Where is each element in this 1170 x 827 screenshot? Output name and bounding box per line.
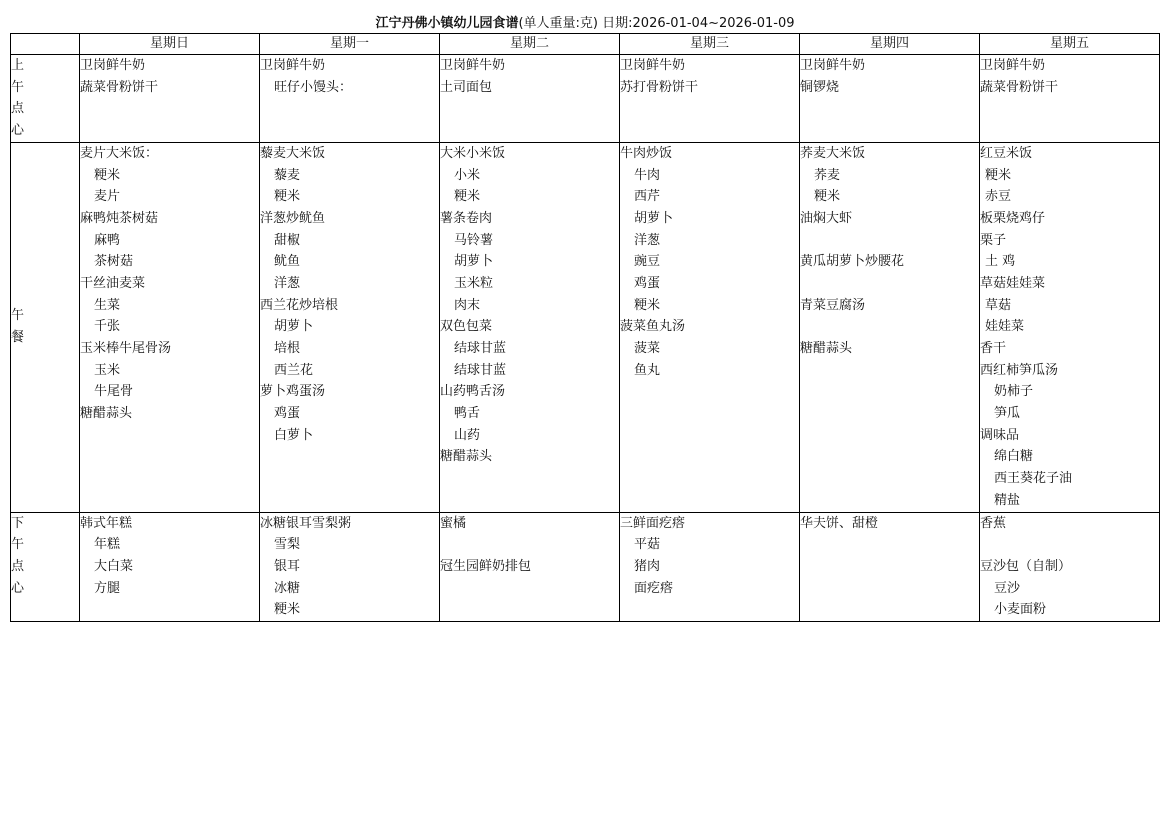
menu-cell [260, 512, 440, 621]
menu-item: 肉末 [454, 297, 481, 313]
meal-label-char: 午 [11, 537, 25, 553]
menu-item: 荞麦 [814, 167, 841, 183]
day-header: 星期三 [620, 34, 800, 55]
meal-label-char: 点 [11, 101, 25, 117]
menu-item: 华夫饼、甜橙 [800, 515, 879, 531]
menu-item: 卫岗鲜牛奶 [800, 58, 866, 73]
menu-cell [260, 55, 440, 143]
menu-item: 土 鸡 [985, 254, 1016, 270]
menu-item: 面疙瘩 [634, 580, 674, 596]
meal-label-char: 点 [11, 558, 25, 574]
menu-item: 奶柿子 [994, 384, 1034, 400]
menu-item: 粳米 [274, 189, 301, 205]
menu-cell [620, 142, 800, 512]
menu-item: 洋葱炒鱿鱼 [260, 210, 326, 226]
meal-label-char: 午 [11, 308, 25, 324]
menu-item: 笋瓜 [994, 406, 1021, 422]
menu-item: 红豆米饭 [980, 145, 1033, 161]
menu-item: 牛肉 [634, 167, 661, 183]
menu-item: 菠菜 [634, 341, 661, 356]
menu-cell [800, 55, 980, 143]
menu-item: 大白菜 [94, 558, 134, 574]
corner-cell [11, 34, 80, 55]
menu-item: 牛尾骨 [94, 384, 134, 400]
menu-item: 藜麦 [274, 167, 301, 183]
menu-item: 粳米 [814, 189, 841, 205]
menu-item: 卫岗鲜牛奶 [260, 58, 326, 73]
menu-item: 调味品 [980, 427, 1020, 443]
menu-item: 千张 [94, 319, 121, 335]
menu-item: 牛肉炒饭 [620, 145, 673, 161]
menu-item: 精盐 [994, 492, 1021, 508]
menu-item: 粳米 [454, 189, 481, 205]
menu-item: 冰糖银耳雪梨粥 [260, 515, 352, 531]
menu-item: 鸡蛋 [634, 275, 661, 291]
day-header: 星期五 [980, 34, 1160, 55]
menu-item: 糖醋蒜头 [800, 341, 853, 356]
menu-table [10, 33, 1160, 622]
menu-item: 黄瓜胡萝卜炒腰花 [800, 254, 905, 270]
menu-item: 卫岗鲜牛奶 [620, 58, 686, 73]
menu-item: 豌豆 [634, 254, 661, 270]
menu-item: 娃娃菜 [985, 319, 1025, 335]
menu-cell [260, 142, 440, 512]
meal-label-char: 心 [11, 123, 25, 139]
lunch-row [11, 142, 1160, 512]
menu-cell [800, 142, 980, 512]
menu-item: 平菇 [634, 537, 661, 553]
day-header: 星期二 [440, 34, 620, 55]
menu-item: 猪肉 [634, 558, 661, 574]
menu-item: 萝卜鸡蛋汤 [260, 384, 326, 400]
menu-item: 西芹 [634, 189, 661, 205]
menu-item: 草菇娃娃菜 [980, 275, 1046, 291]
menu-item: 蜜橘 [440, 515, 467, 531]
menu-cell [440, 512, 620, 621]
menu-item: 玉米棒牛尾骨汤 [80, 341, 172, 356]
menu-item [800, 230, 979, 252]
menu-item: 结球甘蓝 [454, 362, 507, 378]
menu-item: 银耳 [274, 558, 301, 574]
menu-item: 卫岗鲜牛奶 [80, 58, 146, 73]
menu-item: 山药 [454, 427, 481, 443]
day-header: 星期一 [260, 34, 440, 55]
menu-item: 洋葱 [634, 232, 661, 248]
day-header: 星期日 [80, 34, 260, 55]
menu-item: 玉米 [94, 362, 121, 378]
menu-cell [980, 142, 1160, 512]
menu-cell [80, 55, 260, 143]
meal-label-char: 上 [11, 58, 25, 73]
menu-item: 薯条卷肉 [440, 210, 493, 226]
menu-cell [620, 512, 800, 621]
menu-item: 小麦面粉 [994, 602, 1047, 618]
menu-item: 结球甘蓝 [454, 341, 507, 356]
menu-item: 粳米 [634, 297, 661, 313]
menu-item: 胡萝卜 [274, 319, 314, 335]
page-title [0, 15, 1170, 33]
menu-item: 鸭舌 [454, 406, 481, 422]
menu-item: 西兰花炒培根 [260, 297, 339, 313]
menu-item: 麻鸭 [94, 232, 121, 248]
menu-item: 草菇 [985, 297, 1012, 313]
menu-item: 荞麦大米饭 [800, 145, 866, 161]
menu-item: 马铃薯 [454, 232, 494, 248]
menu-item: 洋葱 [274, 275, 301, 291]
menu-item: 麻鸭炖茶树菇 [80, 210, 159, 226]
menu-cell [80, 512, 260, 621]
menu-cell [620, 55, 800, 143]
meal-label-char: 餐 [11, 330, 25, 346]
menu-item: 蔬菜骨粉饼干 [80, 79, 159, 95]
menu-item: 西红柿笋瓜汤 [980, 362, 1059, 378]
menu-item: 年糕 [94, 537, 121, 553]
unit-note: (单人重量:克) [518, 16, 599, 31]
menu-item: 甜椒 [274, 232, 301, 248]
menu-item: 菠菜鱼丸汤 [620, 319, 686, 335]
meal-label-char: 下 [11, 515, 25, 531]
date-range: 日期:2026-01-04~2026-01-09 [602, 16, 795, 31]
menu-item: 粳米 [274, 602, 301, 618]
menu-cell [440, 142, 620, 512]
menu-item: 卫岗鲜牛奶 [440, 58, 506, 73]
menu-item: 山药鸭舌汤 [440, 384, 506, 400]
day-header: 星期四 [800, 34, 980, 55]
menu-item: 豆沙 [994, 580, 1021, 596]
menu-cell [800, 512, 980, 621]
menu-item: 土司面包 [440, 79, 493, 95]
menu-item: 藜麦大米饭 [260, 145, 326, 161]
menu-item: 雪梨 [274, 537, 301, 553]
menu-item: 胡萝卜 [454, 254, 494, 270]
afternoon-snack-row [11, 512, 1160, 621]
menu-item: 铜锣烧 [800, 79, 840, 95]
menu-item: 麦片大米饭： [80, 145, 159, 161]
menu-item: 糖醋蒜头 [80, 406, 133, 422]
menu-item: 苏打骨粉饼干 [620, 79, 699, 95]
menu-item: 油焖大虾 [800, 210, 853, 226]
menu-item: 冰糖 [274, 580, 301, 596]
menu-item: 生菜 [94, 297, 121, 313]
menu-item: 鸡蛋 [274, 406, 301, 422]
menu-item: 白萝卜 [274, 427, 314, 443]
header-row [11, 34, 1160, 55]
menu-item: 旺仔小馒头： [274, 79, 353, 95]
menu-item: 板栗烧鸡仔 [980, 210, 1046, 226]
menu-cell [80, 142, 260, 512]
menu-item: 西兰花 [274, 362, 314, 378]
menu-item: 三鲜面疙瘩 [620, 515, 686, 531]
menu-item [440, 534, 619, 556]
meal-label-char: 午 [11, 79, 25, 95]
meal-label-lunch [11, 142, 80, 512]
menu-item: 蔬菜骨粉饼干 [980, 79, 1059, 95]
menu-item: 香干 [980, 341, 1007, 356]
menu-item: 方腿 [94, 580, 121, 596]
menu-item: 鱼丸 [634, 362, 661, 378]
menu-cell [980, 512, 1160, 621]
menu-item: 西王葵花子油 [994, 471, 1073, 487]
meal-label-afternoon [11, 512, 80, 621]
menu-item: 粳米 [94, 167, 121, 183]
menu-item: 玉米粒 [454, 275, 494, 291]
menu-item: 卫岗鲜牛奶 [980, 58, 1046, 73]
meal-label-morning [11, 55, 80, 143]
menu-item: 青菜豆腐汤 [800, 297, 866, 313]
menu-item: 栗子 [980, 232, 1007, 248]
menu-item: 豆沙包（自制） [980, 558, 1072, 574]
menu-item [800, 273, 979, 295]
menu-item: 冠生园鲜奶排包 [440, 558, 532, 574]
meal-label-char: 心 [11, 580, 25, 596]
menu-item: 干丝油麦菜 [80, 275, 146, 291]
menu-item: 培根 [274, 341, 301, 356]
menu-item [800, 316, 979, 338]
menu-item: 粳米 [985, 167, 1012, 183]
menu-item: 麦片 [94, 189, 121, 205]
menu-item: 双色包菜 [440, 319, 493, 335]
menu-item: 绵白糖 [994, 449, 1034, 465]
menu-item: 糖醋蒜头 [440, 449, 493, 465]
school-name: 江宁丹佛小镇幼儿园食谱 [375, 16, 519, 31]
menu-item [980, 534, 1159, 556]
menu-item: 韩式年糕 [80, 515, 133, 531]
menu-item: 赤豆 [985, 189, 1012, 205]
menu-item: 小米 [454, 167, 481, 183]
menu-item: 香蕉 [980, 515, 1007, 531]
morning-snack-row [11, 55, 1160, 143]
menu-item: 胡萝卜 [634, 210, 674, 226]
menu-item: 鱿鱼 [274, 254, 301, 270]
menu-cell [440, 55, 620, 143]
menu-item: 茶树菇 [94, 254, 134, 270]
menu-item: 大米小米饭 [440, 145, 506, 161]
menu-cell [980, 55, 1160, 143]
